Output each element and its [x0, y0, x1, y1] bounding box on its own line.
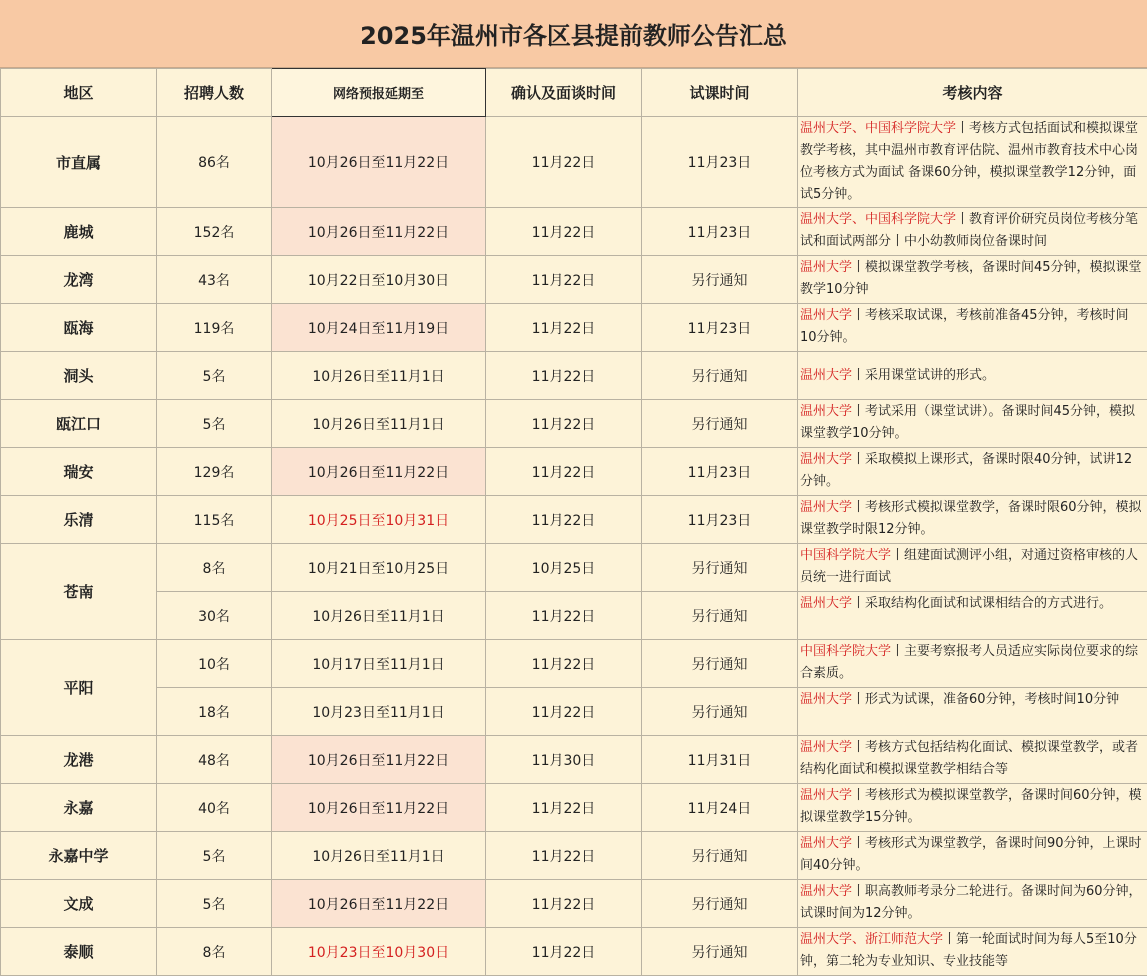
confirm-cell[interactable]: 11月22日 [486, 928, 642, 976]
org-name: 温州大学 [800, 500, 852, 515]
count-cell[interactable]: 5名 [157, 352, 272, 400]
confirm-cell[interactable]: 11月22日 [486, 592, 642, 640]
prereg-cell[interactable]: 10月26日至11月1日 [272, 592, 486, 640]
org-name: 温州大学 [800, 740, 852, 755]
org-name: 温州大学 [800, 452, 852, 467]
trial-cell[interactable]: 另行通知 [642, 928, 798, 976]
count-cell[interactable]: 5名 [157, 880, 272, 928]
trial-cell[interactable]: 11月24日 [642, 784, 798, 832]
content-detail: 丨主要考察报考人员适应实际岗位要求的综合素质。 [800, 644, 1138, 681]
org-name: 温州大学 [800, 596, 852, 611]
header-content[interactable]: 考核内容 [798, 69, 1147, 117]
content-cell[interactable] [798, 544, 1147, 592]
prereg-cell[interactable]: 10月26日至11月1日 [272, 352, 486, 400]
prereg-cell[interactable]: 10月26日至11月22日 [272, 784, 486, 832]
content-cell[interactable] [798, 117, 1147, 208]
prereg-cell[interactable]: 10月23日至11月1日 [272, 688, 486, 736]
content-detail: 丨考核方式包括面试和模拟课堂教学考核，其中温州市教育评估院、温州市教育技术中心岗位考核方式为面试 备课60分钟，模拟课堂教学12分钟，面试5分钟。 [800, 121, 1138, 202]
count-cell[interactable]: 115名 [157, 496, 272, 544]
content-detail: 丨第一轮面试时间为每人5至10分钟，第二轮为专业知识、专业技能等 [800, 932, 1137, 969]
trial-cell[interactable]: 另行通知 [642, 640, 798, 688]
header-prereg[interactable]: 网络预报延期至 [272, 69, 486, 117]
region-cell[interactable]: 文成 [1, 880, 157, 928]
header-region[interactable]: 地区 [1, 69, 157, 117]
region-cell[interactable]: 鹿城 [1, 208, 157, 256]
table-row [1, 208, 1147, 256]
trial-cell[interactable]: 11月23日 [642, 496, 798, 544]
org-name: 温州大学 [800, 788, 852, 803]
region-cell[interactable]: 洞头 [1, 352, 157, 400]
region-cell[interactable]: 永嘉 [1, 784, 157, 832]
prereg-cell[interactable]: 10月26日至11月22日 [272, 448, 486, 496]
org-name: 温州大学、中国科学院大学 [800, 212, 956, 227]
content-cell[interactable] [798, 736, 1147, 784]
content-detail: 丨形式为试课，准备60分钟，考核时间10分钟 [852, 692, 1119, 707]
confirm-cell[interactable]: 11月22日 [486, 208, 642, 256]
region-cell[interactable]: 瑞安 [1, 448, 157, 496]
org-name: 中国科学院大学 [800, 644, 891, 659]
trial-cell[interactable]: 另行通知 [642, 256, 798, 304]
table-row [1, 544, 1147, 592]
header-confirm[interactable]: 确认及面谈时间 [486, 69, 642, 117]
confirm-cell[interactable]: 11月22日 [486, 784, 642, 832]
org-name: 温州大学 [800, 260, 852, 275]
count-cell[interactable]: 5名 [157, 400, 272, 448]
count-cell[interactable]: 18名 [157, 688, 272, 736]
content-cell[interactable] [798, 592, 1147, 640]
org-name: 温州大学 [800, 884, 852, 899]
count-cell[interactable]: 119名 [157, 304, 272, 352]
confirm-cell[interactable]: 11月22日 [486, 496, 642, 544]
table-row [1, 928, 1147, 976]
region-cell[interactable]: 瓯江口 [1, 400, 157, 448]
region-cell[interactable]: 龙港 [1, 736, 157, 784]
prereg-cell[interactable]: 10月26日至11月22日 [272, 117, 486, 208]
prereg-cell[interactable]: 10月26日至11月22日 [272, 880, 486, 928]
content-cell[interactable] [798, 208, 1147, 256]
trial-cell[interactable]: 11月23日 [642, 208, 798, 256]
count-cell[interactable]: 152名 [157, 208, 272, 256]
table-row [1, 832, 1147, 880]
org-name: 温州大学 [800, 368, 852, 383]
count-cell[interactable]: 10名 [157, 640, 272, 688]
content-cell[interactable] [798, 304, 1147, 352]
table-row [1, 592, 1147, 640]
table-row [1, 784, 1147, 832]
table-row [1, 736, 1147, 784]
prereg-cell[interactable]: 10月26日至11月22日 [272, 208, 486, 256]
region-cell[interactable]: 市直属 [1, 117, 157, 208]
table-row [1, 117, 1147, 208]
content-detail: 丨考核形式为模拟课堂教学，备课时间60分钟，模拟课堂教学15分钟。 [800, 788, 1142, 825]
content-cell[interactable] [798, 352, 1147, 400]
trial-cell[interactable]: 另行通知 [642, 352, 798, 400]
trial-cell[interactable]: 11月23日 [642, 448, 798, 496]
org-name: 温州大学 [800, 692, 852, 707]
content-detail: 丨考核形式模拟课堂教学，备课时限60分钟，模拟课堂教学时限12分钟。 [800, 500, 1142, 537]
region-cell[interactable]: 龙湾 [1, 256, 157, 304]
count-cell[interactable]: 5名 [157, 832, 272, 880]
summary-table [0, 68, 1147, 976]
prereg-cell[interactable]: 10月21日至10月25日 [272, 544, 486, 592]
region-cell[interactable]: 乐清 [1, 496, 157, 544]
confirm-cell[interactable]: 11月22日 [486, 880, 642, 928]
header-row [1, 69, 1147, 117]
count-cell[interactable]: 8名 [157, 544, 272, 592]
page-title: 2025年温州市各区县提前教师公告汇总 [0, 0, 1147, 68]
count-cell[interactable]: 48名 [157, 736, 272, 784]
org-name: 温州大学 [800, 308, 852, 323]
confirm-cell[interactable]: 11月22日 [486, 448, 642, 496]
region-cell[interactable]: 苍南 [1, 544, 157, 640]
org-name: 温州大学、浙江师范大学 [800, 932, 943, 947]
trial-cell[interactable]: 另行通知 [642, 592, 798, 640]
content-detail: 丨职高教师考录分二轮进行。备课时间为60分钟，试课时间为12分钟。 [800, 884, 1142, 921]
table-row [1, 304, 1147, 352]
confirm-cell[interactable]: 11月22日 [486, 640, 642, 688]
trial-cell[interactable]: 另行通知 [642, 544, 798, 592]
content-cell[interactable] [798, 688, 1147, 736]
prereg-cell[interactable]: 10月26日至11月1日 [272, 832, 486, 880]
content-detail: 丨考核采取试课，考核前准备45分钟，考核时间10分钟。 [800, 308, 1129, 345]
confirm-cell[interactable]: 11月22日 [486, 352, 642, 400]
region-cell[interactable]: 永嘉中学 [1, 832, 157, 880]
content-detail: 丨采取结构化面试和试课相结合的方式进行。 [852, 596, 1112, 611]
content-cell[interactable] [798, 928, 1147, 976]
confirm-cell[interactable]: 11月22日 [486, 832, 642, 880]
org-name: 温州大学、中国科学院大学 [800, 121, 956, 136]
confirm-cell[interactable]: 11月22日 [486, 304, 642, 352]
table-row [1, 256, 1147, 304]
region-cell[interactable]: 瓯海 [1, 304, 157, 352]
content-cell[interactable] [798, 400, 1147, 448]
count-cell[interactable]: 43名 [157, 256, 272, 304]
content-cell[interactable] [798, 832, 1147, 880]
trial-cell[interactable]: 另行通知 [642, 880, 798, 928]
count-cell[interactable]: 40名 [157, 784, 272, 832]
table-row [1, 400, 1147, 448]
table-row [1, 688, 1147, 736]
table-row [1, 448, 1147, 496]
content-detail: 丨组建面试测评小组，对通过资格审核的人员统一进行面试 [800, 548, 1138, 585]
org-name: 中国科学院大学 [800, 548, 891, 563]
content-cell[interactable] [798, 640, 1147, 688]
content-cell[interactable] [798, 496, 1147, 544]
prereg-cell[interactable]: 10月23日至10月30日 [272, 928, 486, 976]
trial-cell[interactable]: 11月23日 [642, 304, 798, 352]
trial-cell[interactable]: 另行通知 [642, 832, 798, 880]
content-detail: 丨模拟课堂教学考核，备课时间45分钟，模拟课堂教学10分钟 [800, 260, 1142, 297]
prereg-cell[interactable]: 10月26日至11月1日 [272, 400, 486, 448]
count-cell[interactable]: 8名 [157, 928, 272, 976]
prereg-cell[interactable]: 10月26日至11月22日 [272, 736, 486, 784]
content-detail: 丨考试采用（课堂试讲）。备课时间45分钟，模拟课堂教学10分钟。 [800, 404, 1135, 441]
trial-cell[interactable]: 11月31日 [642, 736, 798, 784]
content-cell[interactable] [798, 256, 1147, 304]
prereg-cell[interactable]: 10月25日至10月31日 [272, 496, 486, 544]
confirm-cell[interactable]: 10月25日 [486, 544, 642, 592]
count-cell[interactable]: 129名 [157, 448, 272, 496]
content-cell[interactable] [798, 880, 1147, 928]
org-name: 温州大学 [800, 404, 852, 419]
count-cell[interactable]: 86名 [157, 117, 272, 208]
confirm-cell[interactable]: 11月22日 [486, 117, 642, 208]
confirm-cell[interactable]: 11月30日 [486, 736, 642, 784]
confirm-cell[interactable]: 11月22日 [486, 256, 642, 304]
content-detail: 丨采用课堂试讲的形式。 [852, 368, 995, 383]
prereg-cell[interactable]: 10月24日至11月19日 [272, 304, 486, 352]
confirm-cell[interactable]: 11月22日 [486, 688, 642, 736]
content-detail: 丨教育评价研究员岗位考核分笔试和面试两部分丨中小幼教师岗位备课时间 [800, 212, 1138, 249]
header-trial[interactable]: 试课时间 [642, 69, 798, 117]
header-count[interactable]: 招聘人数 [157, 69, 272, 117]
region-cell[interactable]: 平阳 [1, 640, 157, 736]
confirm-cell[interactable]: 11月22日 [486, 400, 642, 448]
content-detail: 丨考核方式包括结构化面试、模拟课堂教学，或者结构化面试和模拟课堂教学相结合等 [800, 740, 1138, 777]
content-cell[interactable] [798, 448, 1147, 496]
table-row [1, 352, 1147, 400]
table-row [1, 496, 1147, 544]
table-row [1, 640, 1147, 688]
org-name: 温州大学 [800, 836, 852, 851]
region-cell[interactable]: 泰顺 [1, 928, 157, 976]
prereg-cell[interactable]: 10月22日至10月30日 [272, 256, 486, 304]
table-row [1, 880, 1147, 928]
trial-cell[interactable]: 11月23日 [642, 117, 798, 208]
prereg-cell[interactable]: 10月17日至11月1日 [272, 640, 486, 688]
count-cell[interactable]: 30名 [157, 592, 272, 640]
content-detail: 丨考核形式为课堂教学，备课时间90分钟，上课时间40分钟。 [800, 836, 1142, 873]
content-cell[interactable] [798, 784, 1147, 832]
content-detail: 丨采取模拟上课形式，备课时限40分钟，试讲12分钟。 [800, 452, 1132, 489]
trial-cell[interactable]: 另行通知 [642, 688, 798, 736]
trial-cell[interactable]: 另行通知 [642, 400, 798, 448]
